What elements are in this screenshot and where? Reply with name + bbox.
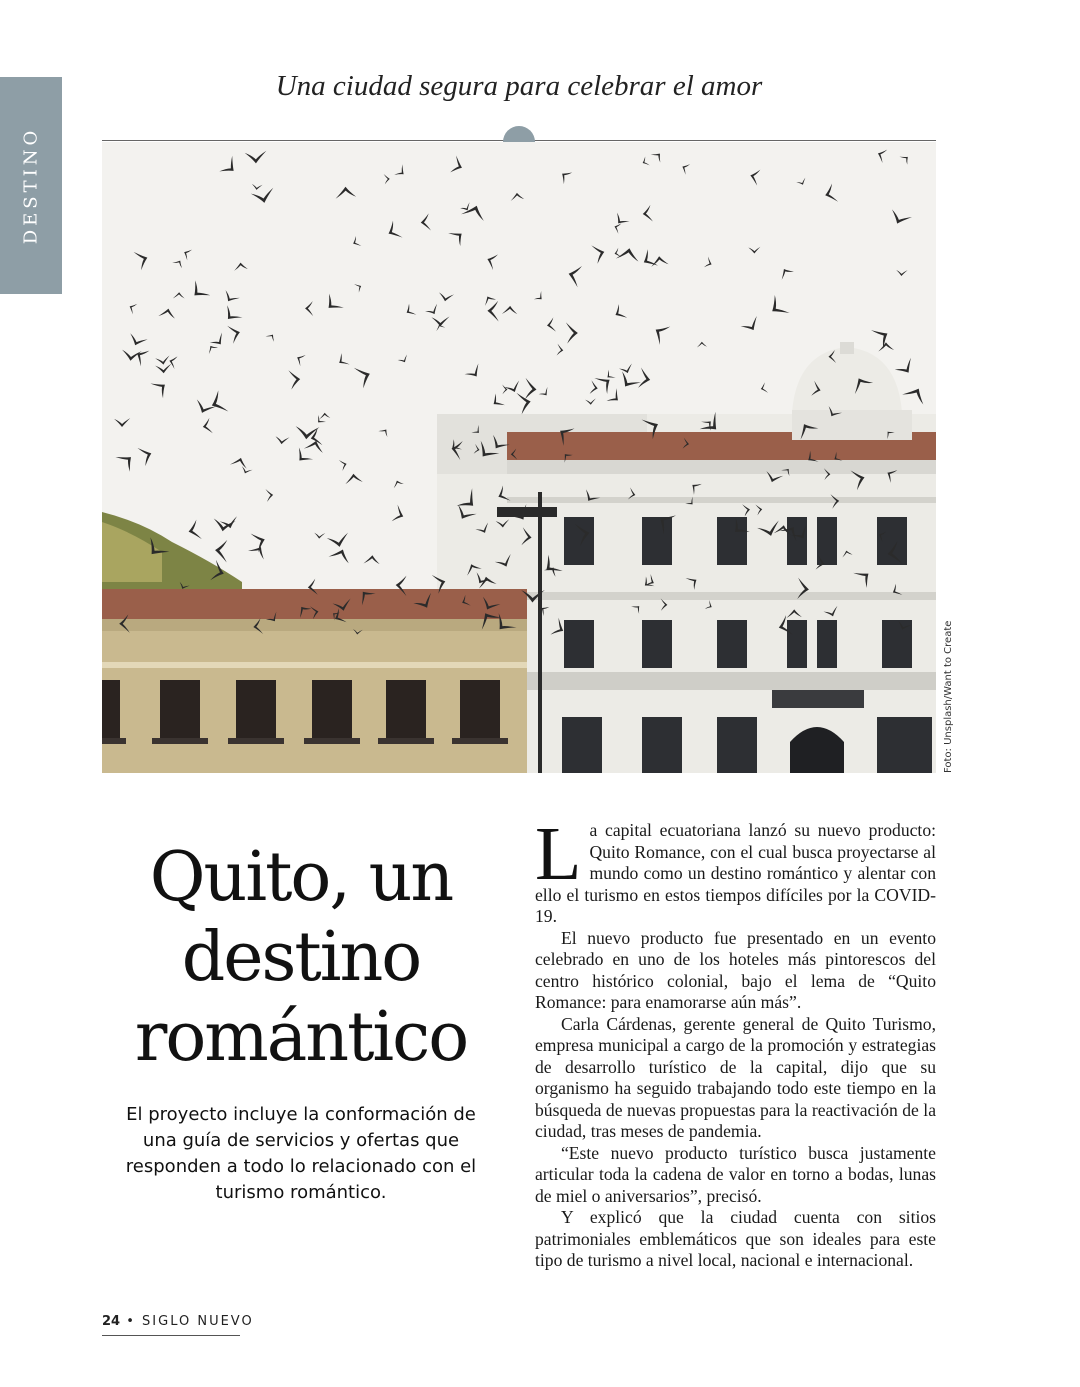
hero-photo — [102, 142, 936, 773]
first-paragraph-text: a capital ecuatoriana lanzó su nuevo producto: Quito Romance, con el cual busca proyectarse al mundo como un destino romántico y alentar con ello el turismo en estos tiempos difíciles por la COVID-19. — [535, 820, 936, 926]
article-paragraph — [535, 812, 936, 928]
section-tab — [0, 77, 62, 294]
headline-line-3: romántico — [134, 998, 468, 1077]
article-paragraph: “Este nuevo producto turístico busca justamente articular toda la cadena de valor en torno a bodas, lunas de miel o aniversarios”, precisó. — [535, 1142, 936, 1206]
headline-line-2: destino — [181, 918, 421, 997]
folio — [102, 1314, 254, 1336]
article-body — [535, 812, 936, 1272]
drop-cap: L — [535, 812, 582, 896]
page-number: 24 — [102, 1314, 121, 1329]
hero-photo-illustration — [102, 142, 936, 773]
publication-name: SIGLO NUEVO — [142, 1314, 254, 1329]
kicker: Una ciudad segura para celebrar el amor — [275, 70, 763, 102]
headline-line-1: Quito, un — [149, 838, 453, 917]
article-paragraph: Carla Cárdenas, gerente general de Quito Turismo, empresa municipal a cargo de la promoción y estrategias de desarrollo turístico de la capital, dijo que su organismo ha seguido trabajando todo este tiempo en la búsqueda de nuevas propuestas para la reactivación de la ciudad, tras meses de pandemia. — [535, 1013, 936, 1141]
section-tab-label: DESTINO — [20, 126, 42, 245]
headline — [102, 838, 500, 1078]
header-rule-dot — [503, 126, 535, 142]
photo-credit: Foto: Unsplash/Want to Create — [943, 620, 954, 773]
article-paragraph: El nuevo producto fue presentado en un evento celebrado en uno de los hoteles más pintorescos del centro histórico colonial, bajo el lema de “Quito Romance: para enamorarse aún más”. — [535, 927, 936, 1012]
folio-separator: • — [126, 1314, 136, 1329]
deck: El proyecto incluye la conformación de una guía de servicios y ofertas que responden a todo lo relacionado con el turismo romántico. — [125, 1104, 477, 1203]
article-paragraph: Y explicó que la ciudad cuenta con sitios patrimoniales emblemáticos que son ideales para este tipo de turismo a nivel local, nacional e internacional. — [535, 1207, 936, 1270]
